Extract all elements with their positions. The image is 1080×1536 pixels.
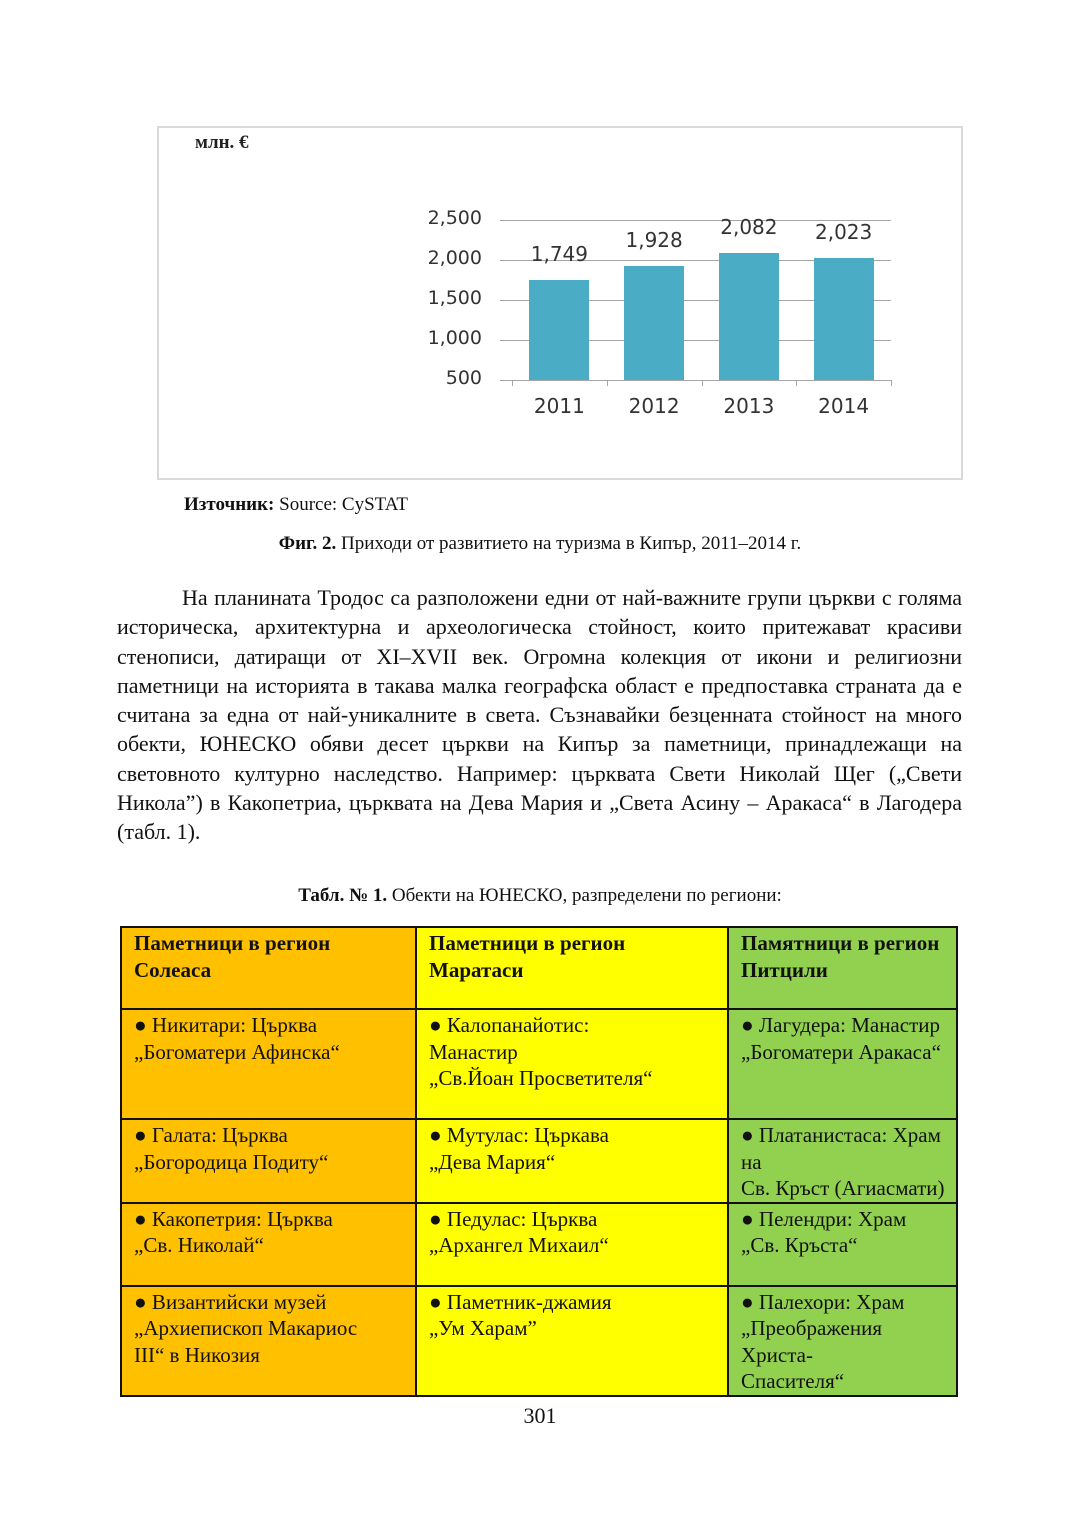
bar-value-label: 1,928 [625,227,683,252]
cell-text-line: „Дева Мария“ [429,1149,556,1174]
y-tick-label: 2,500 [427,207,482,229]
cell-text-line: III“ в Никозия [134,1342,260,1367]
x-tick-mark [796,380,797,386]
cell-text-line: „Богоматери Афинска“ [134,1039,340,1064]
cell-text-line: ● Палехори: Храм [741,1289,905,1314]
revenue-bar-chart [157,126,963,480]
table-cell [121,1119,416,1203]
table-cell [121,1203,416,1286]
cell-text-line: ● Никитари: Църква [134,1013,318,1037]
table-cell [728,1203,957,1286]
x-tick-mark [512,380,513,386]
figure-caption [0,533,1080,555]
y-tick-label: 1,000 [427,327,482,349]
caption-text: Приходи от развитието на туризма в Кипър, 2011–2014 г. [336,533,802,554]
table-caption-text: Обекти на ЮНЕСКО, разпределени по региони: [387,885,782,906]
cell-text-line: Спасителя“ [741,1369,845,1393]
cell-text-line: ● Мутулас: Църкава [429,1123,609,1147]
cell-text-line: „Св.Йоан Просветителя“ [429,1066,653,1090]
cell-text-line: „Преображения Христа- [741,1316,883,1367]
cell-text-line: „Богородица Подиту“ [134,1149,329,1174]
table-row [121,1286,957,1396]
header-soleasa: Паметници в регион Солеаса [121,927,416,1009]
unesco-regions-table [120,926,958,1397]
cell-text-line: Св. Кръст (Агиасмати) [741,1176,945,1200]
cell-text-line: ● Пелендри: Храм [741,1206,907,1231]
page-number: 301 [523,1403,557,1428]
cell-text-line: „Св. Кръста“ [741,1233,858,1257]
table-body [121,1009,957,1396]
chart-unit-label: млн. € [195,132,249,153]
table-caption [0,885,1080,907]
x-tick-mark [891,380,892,386]
table-cell [416,1009,728,1119]
cell-text-line: „Архиепископ Макариос [134,1316,358,1340]
table-cell [416,1286,728,1396]
bar-value-label: 2,082 [720,215,778,240]
table-row [121,1203,957,1286]
cell-text-line: „Богоматери Аракаса“ [741,1039,941,1064]
bar-2011 [529,280,589,380]
cell-text-line: ● Византийски музей [134,1289,327,1314]
table-cell [416,1203,728,1286]
chart-plot-area [159,128,961,478]
bar-2014 [814,258,874,380]
cell-text-line: ● Калопанайотис: [429,1013,590,1037]
cell-text-line: ● Галата: Църква [134,1123,288,1147]
cell-text-line: ● Платанистаса: Храм на [741,1123,941,1174]
source-label: Източник: [184,494,275,515]
table-row [121,1119,957,1203]
y-tick-label: 2,000 [427,247,482,269]
x-tick-label: 2014 [818,394,870,418]
caption-label: Фиг. 2. [278,533,337,554]
header-marathasa: Паметници в регион Маратаси [416,927,728,1009]
x-tick-mark [702,380,703,386]
table-row [121,1009,957,1119]
table-cell [416,1119,728,1203]
bar-value-label: 2,023 [814,220,873,245]
cell-text-line: ● Педулас: Църква [429,1206,598,1231]
table-cell [121,1009,416,1119]
cell-text-line: Манастир [429,1039,518,1064]
figure-source [184,494,408,516]
x-tick-label: 2011 [533,394,585,418]
cell-text-line: ● Какопетрия: Църква [134,1206,333,1231]
table-cell [728,1286,957,1396]
cell-text-line: ● Паметник-джамия [429,1289,612,1314]
gridline [500,380,891,381]
y-tick-label: 1,500 [427,287,482,309]
cell-text-line: ● Лагудера: Манастир [741,1013,940,1037]
table-cell [121,1286,416,1396]
bar-2013 [719,253,779,380]
x-tick-mark [607,380,608,386]
x-tick-label: 2012 [628,394,680,418]
body-paragraph: На планината Тродос са разположени едни от най-важните групи църкви с голяма историческа, архитектурна и археологическа стойност, които притежават красиви стенописи, датиращи от XI–XVII век. Огромна колекция от икони и религиозни паметници на историята в такава малка географска област е предпоставка страната да е считана за една от най-уникалните в света. Съзнавайки безценната стойност на много обекти, ЮНЕСКО обяви десет църкви на Кипър за паметници, принадлежащи на световното културно наследство. Например: църквата Свети Николай Щег („Свети Никола”) в Какопетриа, църквата на Дева Мария и „Света Асину – Аракаса“ в Лагодера (табл. 1). [117,585,962,845]
cell-text-line: „Ум Харам” [429,1316,537,1340]
cell-text-line: „Архангел Михаил“ [429,1233,609,1257]
x-tick-label: 2013 [723,394,775,418]
source-text: Source: CySTAT [274,494,408,515]
header-pitsilia: Памятници в регион Питцили [728,927,957,1009]
table-caption-label: Табл. № 1. [298,885,388,906]
bar-value-label: 1,749 [530,242,588,267]
table-cell [728,1009,957,1119]
table-cell [728,1119,957,1203]
table-header-row [121,927,957,1009]
y-tick-label: 500 [445,367,482,389]
cell-text-line: „Св. Николай“ [134,1233,264,1257]
bar-2012 [624,266,684,380]
